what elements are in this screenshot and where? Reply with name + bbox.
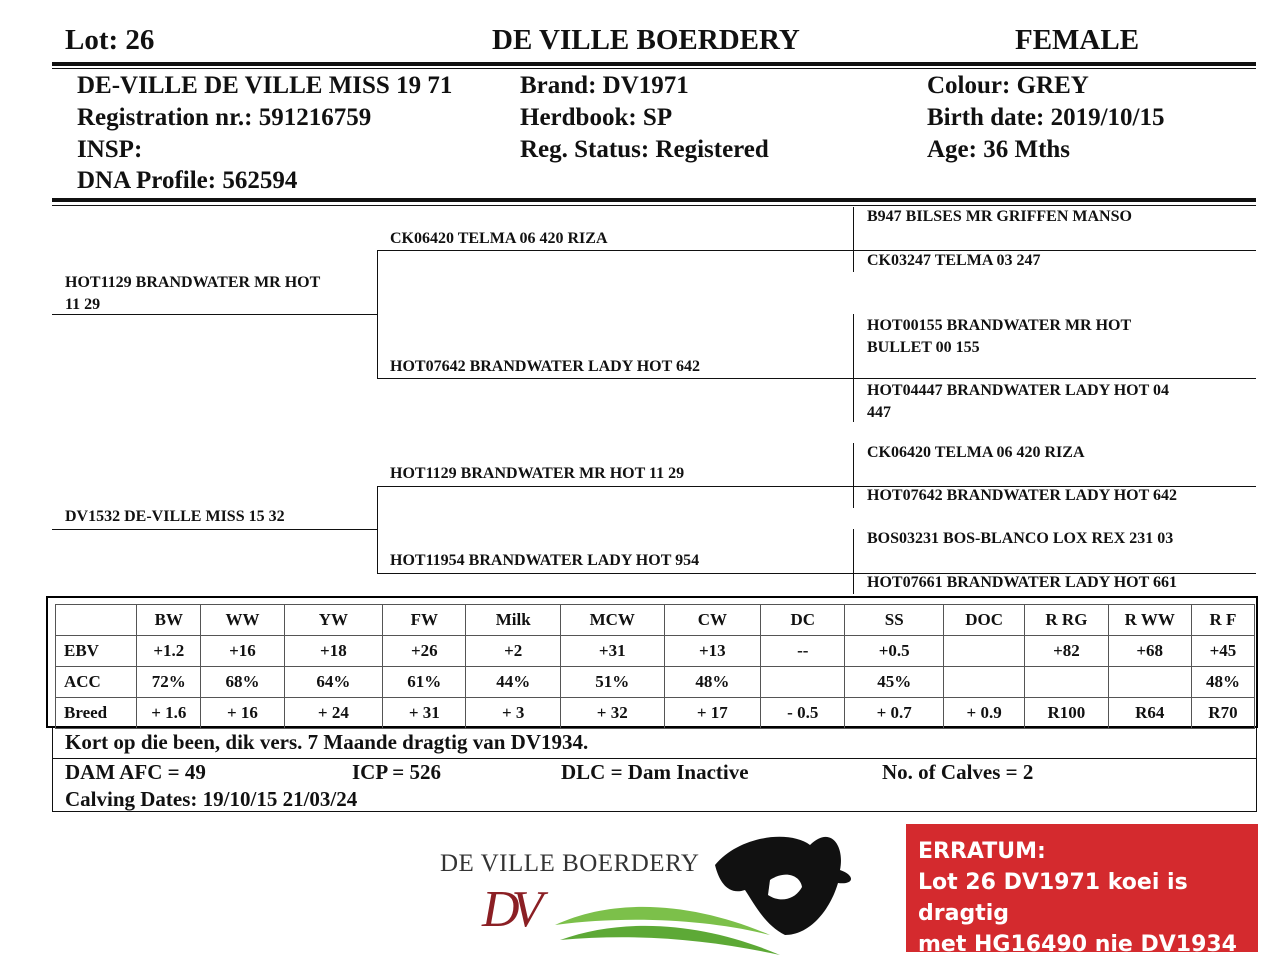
ebv-cell (943, 636, 1024, 667)
breed-cell: + 32 (560, 698, 664, 729)
ebv-cell: +2 (466, 636, 560, 667)
ebv-cell: +0.5 (845, 636, 944, 667)
animal-name: DE-VILLE DE VILLE MISS 19 71 (77, 72, 453, 99)
ggp-3-line-2: BULLET 00 155 (867, 339, 980, 356)
acc-cell: 45% (845, 667, 944, 698)
row-label: EBV (56, 636, 137, 667)
acc-cell (761, 667, 845, 698)
logo-green-swoosh-lower (560, 926, 780, 955)
erratum-notice (906, 824, 1258, 957)
acc-row (56, 667, 1255, 698)
ggp-3 (867, 315, 1131, 359)
dlc: DLC = Dam Inactive (561, 760, 749, 784)
ggp-6: HOT07642 BRANDWATER LADY HOT 642 (867, 487, 1177, 504)
sire-sire: CK06420 TELMA 06 420 RIZA (390, 230, 608, 247)
ebv-header-cell: YW (284, 605, 383, 636)
logo-artwork (540, 825, 870, 960)
ebv-header-cell: FW (383, 605, 466, 636)
ebv-cell: +68 (1108, 636, 1191, 667)
dam-dam: HOT11954 BRANDWATER LADY HOT 954 (390, 552, 700, 569)
dam-sire: HOT1129 BRANDWATER MR HOT 11 29 (390, 465, 685, 482)
acc-cell (1025, 667, 1108, 698)
acc-cell: 48% (1191, 667, 1254, 698)
logo-monogram: DV (482, 881, 536, 938)
sire (65, 272, 320, 316)
breed-cell: + 3 (466, 698, 560, 729)
dam-dam-line (377, 573, 854, 574)
ggp-4-line-1: HOT04447 BRANDWATER LADY HOT 04 (867, 382, 1169, 399)
acc-cell (943, 667, 1024, 698)
birth-date: Birth date: 2019/10/15 (927, 104, 1165, 131)
ebv-cell: -- (761, 636, 845, 667)
registration-number: Registration nr.: 591216759 (77, 104, 372, 131)
acc-cell: 51% (560, 667, 664, 698)
breed-cell: + 24 (284, 698, 383, 729)
breed-cell: + 16 (201, 698, 284, 729)
ebv-header-row (56, 605, 1255, 636)
erratum-title: ERRATUM: (918, 839, 1046, 864)
ggp-8: HOT07661 BRANDWATER LADY HOT 661 (867, 574, 1177, 591)
erratum-line-1: Lot 26 DV1971 koei is dragtig (918, 870, 1188, 926)
ebv-header-cell: R F (1191, 605, 1254, 636)
ebv-cell: +31 (560, 636, 664, 667)
ebv-header-cell: R RG (1025, 605, 1108, 636)
sire-bracket (377, 250, 378, 379)
notes-divider (52, 758, 1257, 759)
age: Age: 36 Mths (927, 136, 1071, 163)
dam-sire-line (377, 486, 854, 487)
ggp-bracket-2 (853, 314, 854, 422)
ebv-header-cell: Milk (466, 605, 560, 636)
breed-cell: R64 (1108, 698, 1191, 729)
dam: DV1532 DE-VILLE MISS 15 32 (65, 508, 285, 525)
acc-cell: 68% (201, 667, 284, 698)
ebv-header-cell (56, 605, 137, 636)
dam-bracket (377, 486, 378, 573)
dna-profile: DNA Profile: 562594 (77, 167, 298, 194)
acc-cell: 48% (664, 667, 761, 698)
acc-cell: 64% (284, 667, 383, 698)
ebv-cell: +82 (1025, 636, 1108, 667)
breed-cell: + 1.6 (137, 698, 201, 729)
ebv-header-cell: SS (845, 605, 944, 636)
logo-text: DE VILLE BOERDERY (440, 850, 700, 877)
ggp-7: BOS03231 BOS-BLANCO LOX REX 231 03 (867, 530, 1174, 547)
ggp-5: CK06420 TELMA 06 420 RIZA (867, 444, 1085, 461)
acc-cell (1108, 667, 1191, 698)
header-rule (52, 62, 1256, 66)
ebv-header-cell: WW (201, 605, 284, 636)
breed-cell: + 0.9 (943, 698, 1024, 729)
ebv-header-cell: MCW (560, 605, 664, 636)
ggp-3-line-1: HOT00155 BRANDWATER MR HOT (867, 317, 1132, 334)
sire-line-2: 11 29 (65, 296, 101, 313)
header-rule-thin (52, 68, 1256, 69)
breed-cell: - 0.5 (761, 698, 845, 729)
sire-dam: HOT07642 BRANDWATER LADY HOT 642 (390, 358, 700, 375)
row-label: ACC (56, 667, 137, 698)
insp-label: INSP: (77, 136, 143, 163)
ebv-row (56, 636, 1255, 667)
sire-line-1: HOT1129 BRANDWATER MR HOT (65, 274, 321, 291)
dam-afc: DAM AFC = 49 (65, 760, 206, 784)
farm-title: DE VILLE BOERDERY (492, 24, 800, 56)
calving-dates: Calving Dates: 19/10/15 21/03/24 (65, 787, 358, 811)
colour: Colour: GREY (927, 72, 1089, 99)
brand: Brand: DV1971 (520, 72, 689, 99)
ebv-cell: +26 (383, 636, 466, 667)
ebv-table (55, 604, 1255, 729)
ggp-1: B947 BILSES MR GRIFFEN MANSO (867, 208, 1132, 225)
ggp-4 (867, 380, 1169, 424)
row-label: Breed (56, 698, 137, 729)
ggp-4-line-2: 447 (867, 404, 891, 421)
ggp-bracket-1 (853, 207, 854, 272)
ebv-header-cell: BW (137, 605, 201, 636)
info-rule-thin (52, 205, 1256, 206)
reg-status: Reg. Status: Registered (520, 136, 769, 163)
acc-cell: 61% (383, 667, 466, 698)
comment: Kort op die been, dik vers. 7 Maande dragtig van DV1934. (65, 730, 589, 754)
ggp-line-1 (853, 250, 1256, 251)
sex-label: FEMALE (1015, 24, 1140, 56)
sire-sire-line (377, 250, 854, 251)
breed-cell: + 17 (664, 698, 761, 729)
ebv-header-cell: DC (761, 605, 845, 636)
breed-cell: R70 (1191, 698, 1254, 729)
ebv-cell: +18 (284, 636, 383, 667)
ggp-2: CK03247 TELMA 03 247 (867, 252, 1041, 269)
breed-row (56, 698, 1255, 729)
acc-cell: 72% (137, 667, 201, 698)
ebv-cell: +16 (201, 636, 284, 667)
dam-line (52, 529, 378, 530)
sire-line (52, 314, 378, 315)
ggp-bracket-3 (853, 443, 854, 508)
ebv-cell: +45 (1191, 636, 1254, 667)
ebv-header-cell: R WW (1108, 605, 1191, 636)
breed-cell: + 0.7 (845, 698, 944, 729)
sire-dam-line (377, 378, 854, 379)
ggp-bracket-4 (853, 529, 854, 594)
ggp-line-2 (853, 378, 1256, 379)
info-rule (52, 198, 1256, 202)
ebv-cell: +1.2 (137, 636, 201, 667)
ebv-header-cell: CW (664, 605, 761, 636)
number-of-calves: No. of Calves = 2 (882, 760, 1034, 784)
herdbook: Herdbook: SP (520, 104, 673, 131)
icp: ICP = 526 (352, 760, 441, 784)
breed-cell: R100 (1025, 698, 1108, 729)
lot-number: Lot: 26 (65, 24, 155, 56)
ebv-header-cell: DOC (943, 605, 1024, 636)
erratum-line-2: met HG16490 nie DV1934 (918, 932, 1237, 957)
ebv-cell: +13 (664, 636, 761, 667)
breed-cell: + 31 (383, 698, 466, 729)
acc-cell: 44% (466, 667, 560, 698)
